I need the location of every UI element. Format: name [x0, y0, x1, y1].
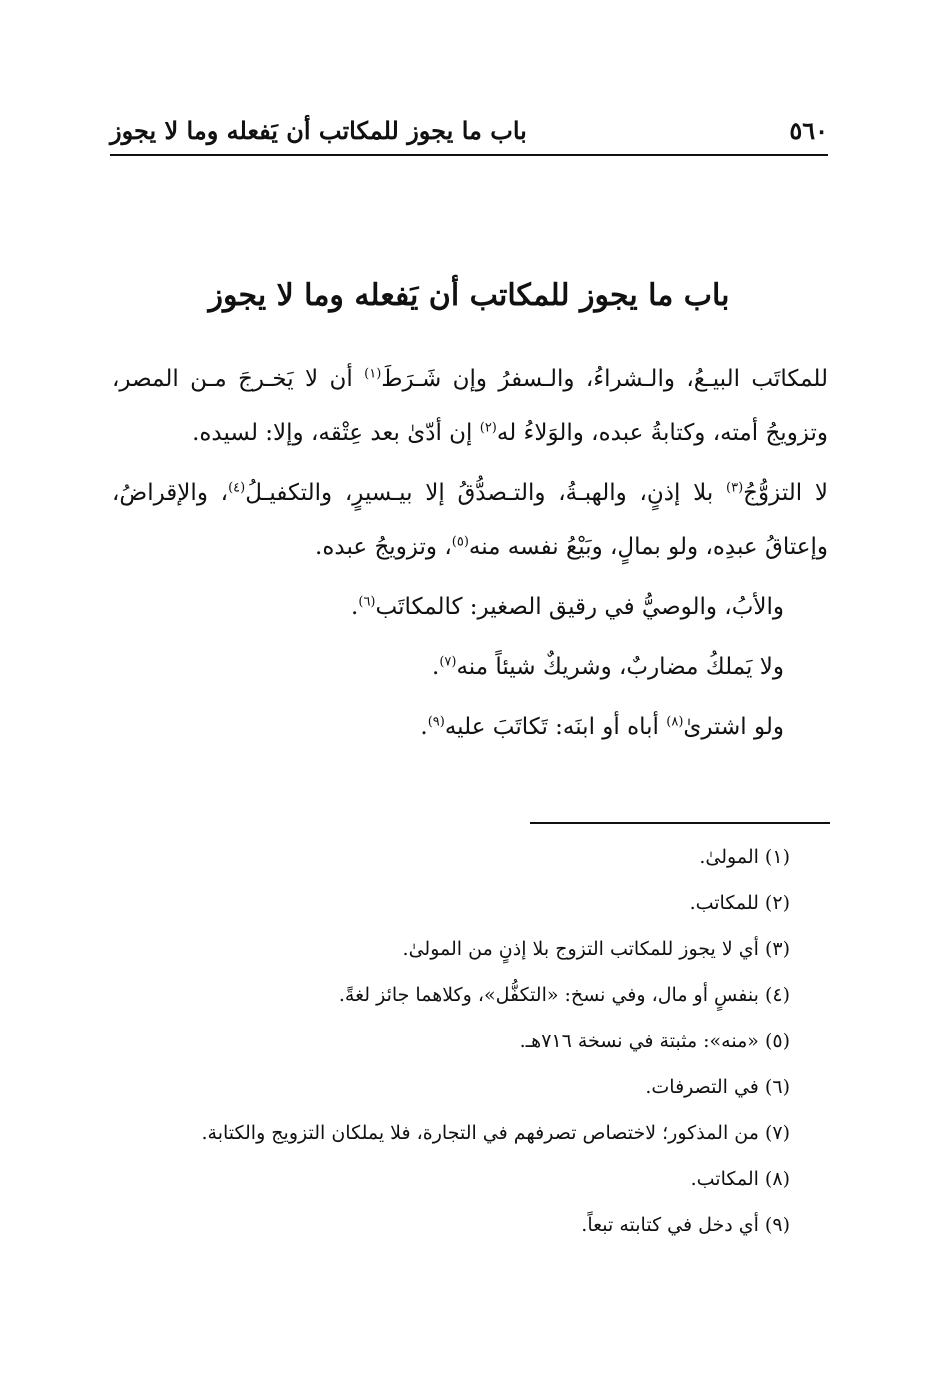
text-run: والأبُ، والوصيُّ في رقيق الصغير: كالمكاتَب	[375, 594, 784, 620]
main-text	[112, 352, 828, 760]
text-run: لا التزوُّجُ	[743, 480, 829, 506]
footnote-marker-2: (٢)	[479, 420, 497, 436]
paragraph-3	[112, 580, 828, 634]
footnote-marker-7: (٧)	[439, 654, 457, 670]
text-run: أباه أو ابنَه: تَكاتَبَ عليه	[444, 714, 667, 740]
paragraph-2	[112, 466, 828, 574]
text-run: ولا يَملكُ مضاربٌ، وشريكٌ شيئاً منه	[456, 654, 784, 680]
footnote-marker-3: (٣)	[726, 480, 744, 496]
footnote-marker-9: (٩)	[427, 714, 445, 730]
text-run: ، وتزويجُ عبده.	[315, 534, 452, 560]
footnotes	[130, 834, 790, 1248]
footnote-marker-1: (١)	[364, 366, 382, 382]
text-run: ولو اشترىٰ	[683, 714, 784, 740]
footnote-2: (٢) للمكاتب.	[689, 892, 790, 914]
text-run: .	[351, 594, 359, 620]
footnote-8: (٨) المكاتب.	[690, 1168, 790, 1190]
footnote-6: (٦) في التصرفات.	[645, 1076, 790, 1098]
footnote-3: (٣) أي لا يجوز للمكاتب التزوج بلا إذنٍ من المولىٰ.	[402, 938, 790, 960]
text-run: .	[432, 654, 440, 680]
running-title: باب ما يجوز للمكاتب أن يَفعله وما لا يجوز	[110, 116, 527, 145]
page-number: ٥٦٠	[789, 116, 828, 145]
text-run: .	[420, 714, 428, 740]
footnote-marker-6: (٦)	[358, 594, 376, 610]
text-run: ، والإقراضُ، وإعتاقُ عبدِه، ولو بمالٍ، وبَيْعُ نفسه منه	[112, 480, 828, 560]
page-header	[110, 108, 828, 156]
footnote-7: (٧) من المذكور؛ لاختصاص تصرفهم في التجارة، فلا يملكان التزويج والكتابة.	[201, 1122, 790, 1144]
footnote-marker-4: (٤)	[228, 480, 246, 496]
chapter-title: باب ما يجوز للمكاتب أن يَفعله وما لا يجوز	[208, 278, 730, 313]
footnote-marker-5: (٥)	[451, 534, 469, 550]
footnote-5: (٥) «منه»: مثبتة في نسخة ٧١٦هـ.	[519, 1030, 790, 1052]
footnote-9: (٩) أي دخل في كتابته تبعاً.	[581, 1214, 790, 1236]
text-run: للمكاتَب البيـعُ، والـشراءُ، والـسفرُ وإن شَـرَطَ	[381, 366, 828, 392]
paragraph-5	[112, 700, 828, 754]
paragraph-4	[112, 640, 828, 694]
footnote-marker-8: (٨)	[666, 714, 684, 730]
footnote-4: (٤) بنفسٍ أو مال، وفي نسخ: «التكفُّل»، وكلاهما جائز لغةً.	[338, 984, 790, 1006]
text-run: أن لا يَخـرجَ مـن المصر، وتزويجُ أمته، وكتابةُ عبده، والوَلاءُ له	[112, 366, 828, 446]
footnote-1: (١) المولىٰ.	[699, 846, 790, 868]
footnote-separator	[530, 822, 830, 824]
paragraph-1	[112, 352, 828, 460]
text-run: بلا إذنٍ، والهبـةُ، والتـصدُّقُ إلا بيـسيرٍ، والتكفيـلُ	[245, 480, 727, 506]
text-run: إن أدّىٰ بعد عِتْقه، وإلا: لسيده.	[192, 420, 480, 446]
